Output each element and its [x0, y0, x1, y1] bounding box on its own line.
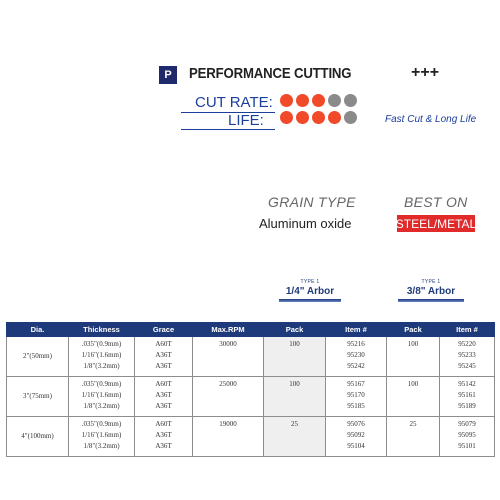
rating-dot-empty: [344, 111, 357, 124]
thickness-cell: .035"(0.9mm) 1/16"(1.6mm) 1/8"(3.2mm): [69, 417, 135, 457]
best-on-title: BEST ON: [404, 194, 468, 210]
arbor-underline: [398, 299, 464, 302]
rating-dot-filled: [296, 94, 309, 107]
thickness-cell: .035"(0.9mm) 1/16"(1.6mm) 1/8"(3.2mm): [69, 337, 135, 377]
dia-cell: 2"(50mm): [7, 337, 69, 377]
rating-dot-filled: [328, 111, 341, 124]
cut-rate-dots: [280, 94, 357, 107]
pack-cell: 100: [387, 377, 440, 417]
spec-table: [6, 322, 495, 457]
arbor-size-label: 3/8" Arbor: [406, 286, 456, 297]
table-row: [7, 377, 495, 417]
grain-type-title: GRAIN TYPE: [268, 194, 356, 210]
dia-cell: 4"(100mm): [7, 417, 69, 457]
item-cell: 95142 95161 95189: [440, 377, 495, 417]
tagline: Fast Cut & Long Life: [385, 114, 477, 125]
life-label: LIFE:: [228, 112, 264, 129]
arbor-type-label: TYPE 1: [421, 279, 441, 285]
table-header-row: [7, 323, 495, 337]
item-cell: 95216 95230 95242: [326, 337, 387, 377]
item-cell: 95079 95095 95101: [440, 417, 495, 457]
col-header-grace: Grace: [135, 323, 193, 337]
rpm-cell: 19000: [193, 417, 264, 457]
thickness-cell: .035"(0.9mm) 1/16"(1.6mm) 1/8"(3.2mm): [69, 377, 135, 417]
arbor-underline: [279, 299, 341, 302]
plus-rating: +++: [411, 64, 440, 81]
col-header-max-rpm: Max.RPM: [193, 323, 264, 337]
pack-cell: 25: [387, 417, 440, 457]
life-dots: [280, 111, 357, 124]
rpm-cell: 30000: [193, 337, 264, 377]
item-cell: 95076 95092 95104: [326, 417, 387, 457]
rating-dot-filled: [296, 111, 309, 124]
col-header-dia: Dia.: [7, 323, 69, 337]
rating-dot-empty: [328, 94, 341, 107]
col-header-item-1: Item #: [326, 323, 387, 337]
item-cell: 95220 95233 95245: [440, 337, 495, 377]
best-on-badge: STEEL/METAL: [395, 216, 477, 231]
col-header-pack-2: Pack: [387, 323, 440, 337]
pack-cell: 100: [387, 337, 440, 377]
rating-dot-filled: [312, 111, 325, 124]
col-header-pack-1: Pack: [264, 323, 326, 337]
table-row: [7, 417, 495, 457]
grain-type-value: Aluminum oxide: [259, 216, 352, 231]
table-row: [7, 337, 495, 377]
section-title: PERFORMANCE CUTTING: [189, 65, 352, 82]
dia-cell: 3"(75mm): [7, 377, 69, 417]
item-cell: 95167 95170 95185: [326, 377, 387, 417]
performance-badge: P: [159, 66, 177, 84]
arbor-header-three-eighths: [398, 279, 464, 302]
cut-rate-label: CUT RATE:: [195, 94, 273, 111]
arbor-size-label: 1/4" Arbor: [285, 286, 335, 297]
life-underline: [181, 129, 275, 130]
pack-cell: 25: [264, 417, 326, 457]
arbor-type-label: TYPE 1: [300, 279, 320, 285]
pack-cell: 100: [264, 377, 326, 417]
grace-cell: A60T A36T A36T: [135, 417, 193, 457]
rating-dot-empty: [344, 94, 357, 107]
arbor-header-quarter: [279, 279, 341, 302]
rating-dot-filled: [280, 94, 293, 107]
pack-cell: 100: [264, 337, 326, 377]
col-header-item-2: Item #: [440, 323, 495, 337]
grace-cell: A60T A36T A36T: [135, 337, 193, 377]
col-header-thickness: Thickness: [69, 323, 135, 337]
rating-dot-filled: [280, 111, 293, 124]
rpm-cell: 25000: [193, 377, 264, 417]
grace-cell: A60T A36T A36T: [135, 377, 193, 417]
rating-dot-filled: [312, 94, 325, 107]
